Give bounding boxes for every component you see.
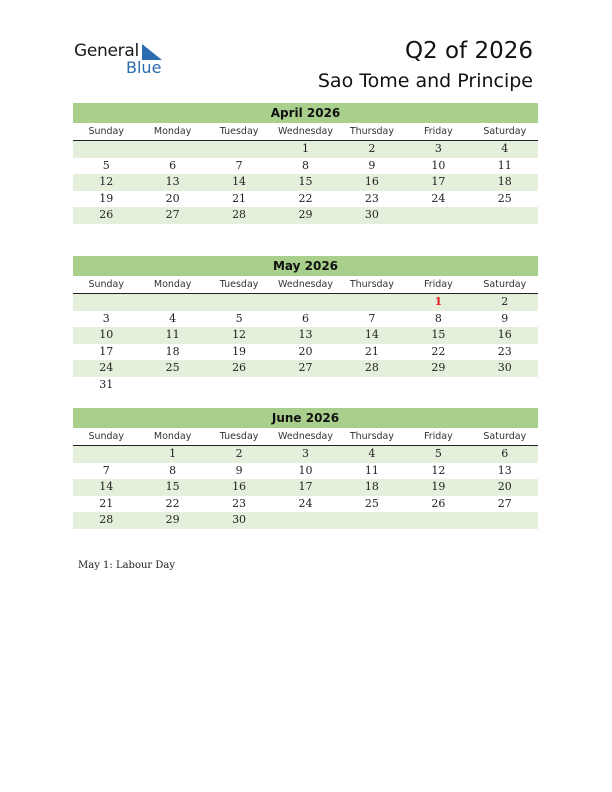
- week-row: [73, 463, 538, 480]
- date-cell: 25: [364, 496, 379, 510]
- date-cell: 26: [431, 496, 446, 510]
- date-cell: 19: [99, 191, 114, 205]
- date-cell: 10: [99, 328, 114, 342]
- date-cell: 5: [102, 158, 110, 172]
- week-row: [73, 191, 538, 208]
- date-cell: 11: [497, 158, 512, 172]
- date-cell: [472, 512, 538, 529]
- weekday-label: Tuesday: [219, 126, 259, 137]
- date-cell: [472, 207, 538, 224]
- logo-word-general: General: [74, 41, 139, 61]
- week-row: [73, 344, 538, 361]
- date-cell: 22: [165, 496, 180, 510]
- date-cell: 23: [232, 496, 247, 510]
- date-cell: 16: [497, 328, 512, 342]
- week-row: [73, 141, 538, 158]
- country-name: Sao Tome and Principe: [317, 70, 533, 92]
- date-cell: 15: [431, 328, 446, 342]
- date-cell: [272, 512, 338, 529]
- holiday-note: May 1: Labour Day: [78, 560, 175, 571]
- date-cell: 16: [232, 480, 247, 494]
- week-row: [73, 377, 538, 394]
- date-cell: 20: [497, 480, 512, 494]
- weekday-label: Monday: [153, 431, 192, 442]
- date-cell: 19: [232, 344, 247, 358]
- week-row: [73, 311, 538, 328]
- week-row: [73, 446, 538, 463]
- date-cell: [272, 377, 338, 394]
- date-cell: 6: [301, 311, 309, 325]
- date-cell: 7: [368, 311, 376, 325]
- date-cell: 22: [431, 344, 446, 358]
- date-cell: [206, 294, 272, 311]
- date-cell: 31: [99, 377, 114, 391]
- date-cell: [139, 377, 205, 394]
- month-calendar: [73, 408, 538, 529]
- week-row: [73, 158, 538, 175]
- date-cell: 14: [232, 175, 247, 189]
- date-cell: 23: [497, 344, 512, 358]
- date-cell: 20: [298, 344, 313, 358]
- date-cell: 12: [431, 463, 446, 477]
- date-cell: 7: [235, 158, 243, 172]
- weekday-header-row: [73, 123, 538, 141]
- weekday-label: Saturday: [483, 279, 527, 290]
- date-cell: 21: [364, 344, 379, 358]
- date-cell: 30: [364, 208, 379, 222]
- date-cell: 9: [235, 463, 243, 477]
- date-cell: [405, 377, 471, 394]
- weekday-label: Friday: [423, 431, 453, 442]
- date-cell: 24: [99, 361, 114, 375]
- date-cell: [339, 377, 405, 394]
- month-calendar: [73, 256, 538, 394]
- date-cell: [339, 512, 405, 529]
- date-cell: 5: [235, 311, 243, 325]
- month-title: May 2026: [73, 256, 538, 276]
- date-cell: 19: [431, 480, 446, 494]
- weekday-label: Wednesday: [277, 431, 333, 442]
- date-cell: 27: [298, 361, 313, 375]
- date-cell: 17: [298, 480, 313, 494]
- date-cell: 7: [102, 463, 110, 477]
- date-cell: 8: [301, 158, 309, 172]
- date-cell: 23: [364, 191, 379, 205]
- date-cell: 29: [165, 513, 180, 527]
- date-cell: [339, 294, 405, 311]
- weekday-label: Thursday: [349, 126, 395, 137]
- weekday-label: Sunday: [88, 126, 124, 137]
- date-cell: 25: [165, 361, 180, 375]
- week-row: [73, 327, 538, 344]
- weekday-label: Sunday: [88, 279, 124, 290]
- date-cell: 4: [368, 447, 376, 460]
- date-cell: 15: [298, 175, 313, 189]
- date-cell: [272, 294, 338, 311]
- date-cell: 18: [497, 175, 512, 189]
- date-cell: 2: [235, 447, 243, 460]
- date-cell: 28: [232, 208, 247, 222]
- date-cell: 24: [431, 191, 446, 205]
- date-cell: 18: [364, 480, 379, 494]
- date-cell: 10: [298, 463, 313, 477]
- date-cell: 3: [434, 142, 442, 155]
- date-cell: [139, 141, 205, 158]
- date-cell: 29: [298, 208, 313, 222]
- week-row: [73, 479, 538, 496]
- date-cell: 24: [298, 496, 313, 510]
- date-cell: [405, 512, 471, 529]
- date-cell: 6: [501, 447, 509, 460]
- weekday-label: Thursday: [349, 279, 395, 290]
- date-cell: [206, 377, 272, 394]
- page-title: Q2 of 2026: [404, 38, 533, 64]
- holiday-date-cell: 1: [434, 295, 443, 308]
- date-cell: 13: [298, 328, 313, 342]
- weekday-label: Sunday: [88, 431, 124, 442]
- date-cell: 15: [165, 480, 180, 494]
- date-cell: 26: [232, 361, 247, 375]
- date-cell: 9: [501, 311, 509, 325]
- date-cell: 1: [301, 142, 309, 155]
- date-cell: 3: [102, 311, 110, 325]
- date-cell: 22: [298, 191, 313, 205]
- date-cell: 4: [501, 142, 509, 155]
- weekday-label: Monday: [153, 279, 192, 290]
- date-cell: 30: [497, 361, 512, 375]
- date-cell: 28: [364, 361, 379, 375]
- weekday-label: Wednesday: [277, 279, 333, 290]
- date-cell: 14: [364, 328, 379, 342]
- date-cell: 20: [165, 191, 180, 205]
- weekday-label: Monday: [153, 126, 192, 137]
- date-cell: [73, 446, 139, 463]
- month-calendar: [73, 103, 538, 224]
- weekday-header-row: [73, 276, 538, 294]
- date-cell: 18: [165, 344, 180, 358]
- date-cell: 27: [165, 208, 180, 222]
- date-cell: [405, 207, 471, 224]
- date-cell: 17: [431, 175, 446, 189]
- date-cell: 10: [431, 158, 446, 172]
- week-row: [73, 207, 538, 224]
- date-cell: 13: [497, 463, 512, 477]
- week-row: [73, 512, 538, 529]
- date-cell: 17: [99, 344, 114, 358]
- date-cell: 27: [497, 496, 512, 510]
- date-cell: 13: [165, 175, 180, 189]
- date-cell: 30: [232, 513, 247, 527]
- date-cell: 25: [497, 191, 512, 205]
- week-row: [73, 360, 538, 377]
- date-cell: 3: [301, 447, 309, 460]
- weekday-label: Saturday: [483, 126, 527, 137]
- weekday-label: Thursday: [349, 431, 395, 442]
- weekday-header-row: [73, 428, 538, 446]
- date-cell: 16: [364, 175, 379, 189]
- date-cell: 21: [99, 496, 114, 510]
- date-cell: 6: [169, 158, 177, 172]
- weekday-label: Tuesday: [219, 431, 259, 442]
- date-cell: 5: [434, 447, 442, 460]
- date-cell: [472, 377, 538, 394]
- date-cell: [73, 294, 139, 311]
- weekday-label: Friday: [423, 279, 453, 290]
- date-cell: 12: [99, 175, 114, 189]
- date-cell: 14: [99, 480, 114, 494]
- date-cell: 9: [368, 158, 376, 172]
- date-cell: 28: [99, 513, 114, 527]
- date-cell: 2: [368, 142, 376, 155]
- date-cell: 8: [434, 311, 442, 325]
- date-cell: 2: [501, 295, 509, 308]
- weekday-label: Wednesday: [277, 126, 333, 137]
- date-cell: 11: [165, 328, 180, 342]
- weekday-label: Friday: [423, 126, 453, 137]
- weekday-label: Saturday: [483, 431, 527, 442]
- date-cell: 4: [169, 311, 177, 325]
- date-cell: [206, 141, 272, 158]
- week-row: [73, 496, 538, 513]
- date-cell: 21: [232, 191, 247, 205]
- date-cell: 29: [431, 361, 446, 375]
- month-title: April 2026: [73, 103, 538, 123]
- weekday-label: Tuesday: [219, 279, 259, 290]
- brand-logo: [74, 41, 174, 81]
- date-cell: 8: [169, 463, 177, 477]
- week-row: [73, 174, 538, 191]
- date-cell: 1: [169, 447, 177, 460]
- date-cell: [139, 294, 205, 311]
- date-cell: [73, 141, 139, 158]
- date-cell: 12: [232, 328, 247, 342]
- month-title: June 2026: [73, 408, 538, 428]
- date-cell: 26: [99, 208, 114, 222]
- logo-word-blue: Blue: [126, 58, 162, 77]
- date-cell: 11: [364, 463, 379, 477]
- week-row: [73, 294, 538, 311]
